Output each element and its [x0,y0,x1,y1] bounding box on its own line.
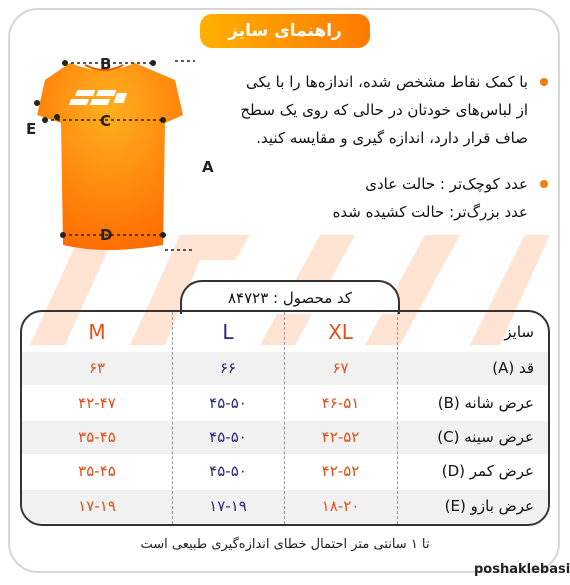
instruction-item: با کمک نقاط مشخص شده، اندازه‌ها را با یکی از لباس‌های خودتان در حالی که روی یک سطح صاف قرار دارد، اندازه گیری و مقایسه کنید. [235,68,550,152]
table-row: عرض کمر (D) ۴۲-۵۲ ۴۵-۵۰ ۳۵-۴۵ [78,462,534,480]
table-row: قد (A) ۶۷ ۶۶ ۶۳ [22,352,548,385]
column-divider [172,312,173,524]
brand-watermark: poshaklebasi [474,562,570,577]
instruction-item: عدد بزرگ‌تر: حالت کشیده شده [332,203,528,221]
size-table [20,310,550,526]
page-title: راهنمای سایز [200,14,370,48]
table-row: عرض سینه (C) ۴۲-۵۲ ۴۵-۵۰ ۳۵-۴۵ [22,421,548,454]
header-m: M [88,320,106,344]
header-xl: XL [328,320,353,344]
bullet-icon [540,180,548,188]
measure-label-e: E [26,120,37,138]
measure-label-c: C [100,112,112,130]
table-header-row [22,316,548,349]
column-divider [397,312,398,524]
measure-label-a: A [202,158,214,176]
table-row: عرض شانه (B) ۴۶-۵۱ ۴۵-۵۰ ۴۲-۴۷ [78,394,534,412]
measure-label-d: D [100,226,113,244]
measure-label-b: B [100,55,112,73]
instructions [235,68,550,226]
table-row: عرض بازو (E) ۱۸-۲۰ ۱۷-۱۹ ۱۷-۱۹ [22,490,548,523]
bullet-icon [540,78,548,86]
instruction-item: عدد کوچک‌تر : حالت عادی [235,170,550,198]
product-code: کد محصول : ۸۴۷۲۳ [180,280,400,314]
header-l: L [222,320,234,344]
column-divider [284,312,285,524]
measurement-note: تا ۱ سانتی متر احتمال خطای اندازه‌گیری طبیعی است [140,537,430,552]
header-size: سایز [504,323,534,341]
